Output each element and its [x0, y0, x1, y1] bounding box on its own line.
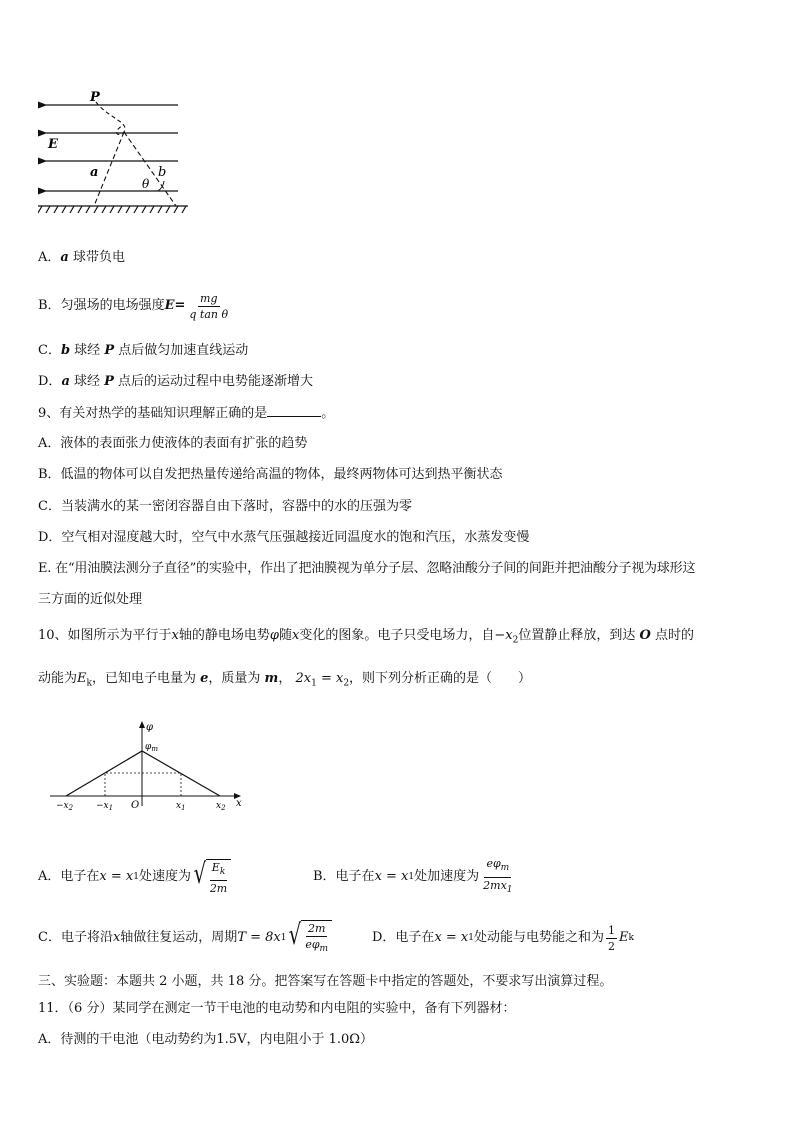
- angle-arc: [158, 181, 164, 191]
- q10-option-c: C．电子将沿 x 轴做往复运动，周期 T = 8x 1 √ $\frac{2m}{e\varphi_m}$: [38, 916, 332, 960]
- origin-label: O: [131, 800, 140, 811]
- q9-stem: 9、有关对热学的基础知识理解正确的是 。: [38, 406, 335, 421]
- tick-neg-x1: $-x_1$: [96, 801, 114, 812]
- q8-option-a: A．a 球带负电: [38, 250, 125, 265]
- q10-option-a: A．电子在 x = x 1 处速度为 √ $\frac{E_k}{2m}$: [38, 856, 231, 898]
- q10-option-b: B．电子在 x = x 1 处加速度为 $\frac{e\varphi_m}{2mx_1}$: [313, 857, 513, 895]
- q10-stem-line1: 10、如图所示为平行于x轴的静电场电势φ随x变化的图象。电子只受电场力，自$-x_2$位置静止释放，到达 O 点时的: [38, 628, 694, 646]
- q10-option-d: D．电子在 x = x 1 处动能与电势能之和为 $\frac{1}{2}$ E k: [372, 923, 634, 953]
- q8-option-d: D．a 球经 P 点后的运动过程中电势能逐渐增大: [38, 374, 314, 389]
- q9-option-a: A．液体的表面张力使液体的表面有扩张的趋势: [38, 436, 308, 451]
- tick-x1: $x_1$: [176, 801, 186, 812]
- section-3-header: 三、实验题：本题共 2 小题，共 18 分。把答案写在答题卡中指定的答题处，不要求写出演算过程。: [38, 974, 613, 989]
- answer-blank: [267, 404, 321, 417]
- tick-neg-x2: $-x_2$: [56, 801, 74, 812]
- q10-stem-line2: 动能为$E_k$，已知电子电量为 e，质量为 m， $2x_1 = x_2$，则下列分析正确的是（ ）: [38, 671, 532, 689]
- q11-stem: 11．（6 分）某同学在测定一节干电池的电动势和内电阻的实验中，备有下列器材：: [38, 1001, 516, 1016]
- ground: [38, 206, 188, 213]
- label-b: b: [158, 165, 167, 180]
- label-E: E: [48, 137, 58, 152]
- tick-x2: $x_2$: [216, 801, 226, 812]
- x-axis-label: x: [236, 798, 242, 809]
- q9-option-d: D．空气相对湿度越大时，空气中水蒸气压强越接近同温度水的饱和汽压，水蒸发变慢: [38, 530, 530, 545]
- trajectory-curve: [96, 102, 125, 134]
- q9-option-e-cont: 三方面的近似处理: [38, 592, 143, 607]
- q9-option-c: C．当装满水的某一密闭容器自由下落时，容器中的水的压强为零: [38, 499, 412, 514]
- field-figure: [38, 88, 198, 216]
- trajectory-b: [124, 132, 176, 206]
- q9-option-b: B．低温的物体可以自发把热量传递给高温的物体，最终两物体可达到热平衡状态: [38, 467, 503, 482]
- label-a: a: [90, 165, 99, 180]
- q9-option-e: E. 在“用油膜法测分子直径”的实验中，作出了把油膜视为单分子层、忽略油酸分子间的间距并把油酸分子视为球形这: [38, 561, 696, 576]
- q8-option-b: B． 匀强场的电场强度 E= $\frac{mg}{\text{q tan θ}}$: [38, 291, 229, 321]
- potential-graph: [48, 718, 258, 814]
- q8-option-c: C．b 球经 P 点后做匀加速直线运动: [38, 343, 249, 358]
- label-theta: θ: [142, 177, 150, 191]
- phi-label: φ: [146, 722, 154, 733]
- potential-curve: [66, 751, 220, 796]
- guide-lines: [105, 773, 181, 796]
- phi-m-label: $\varphi_m$: [145, 742, 158, 753]
- q11-option-a: A．待测的干电池（电动势约为1.5V，内电阻小于 1.0Ω）: [38, 1032, 374, 1047]
- label-P: P: [90, 90, 100, 105]
- trajectory-a: [94, 132, 124, 206]
